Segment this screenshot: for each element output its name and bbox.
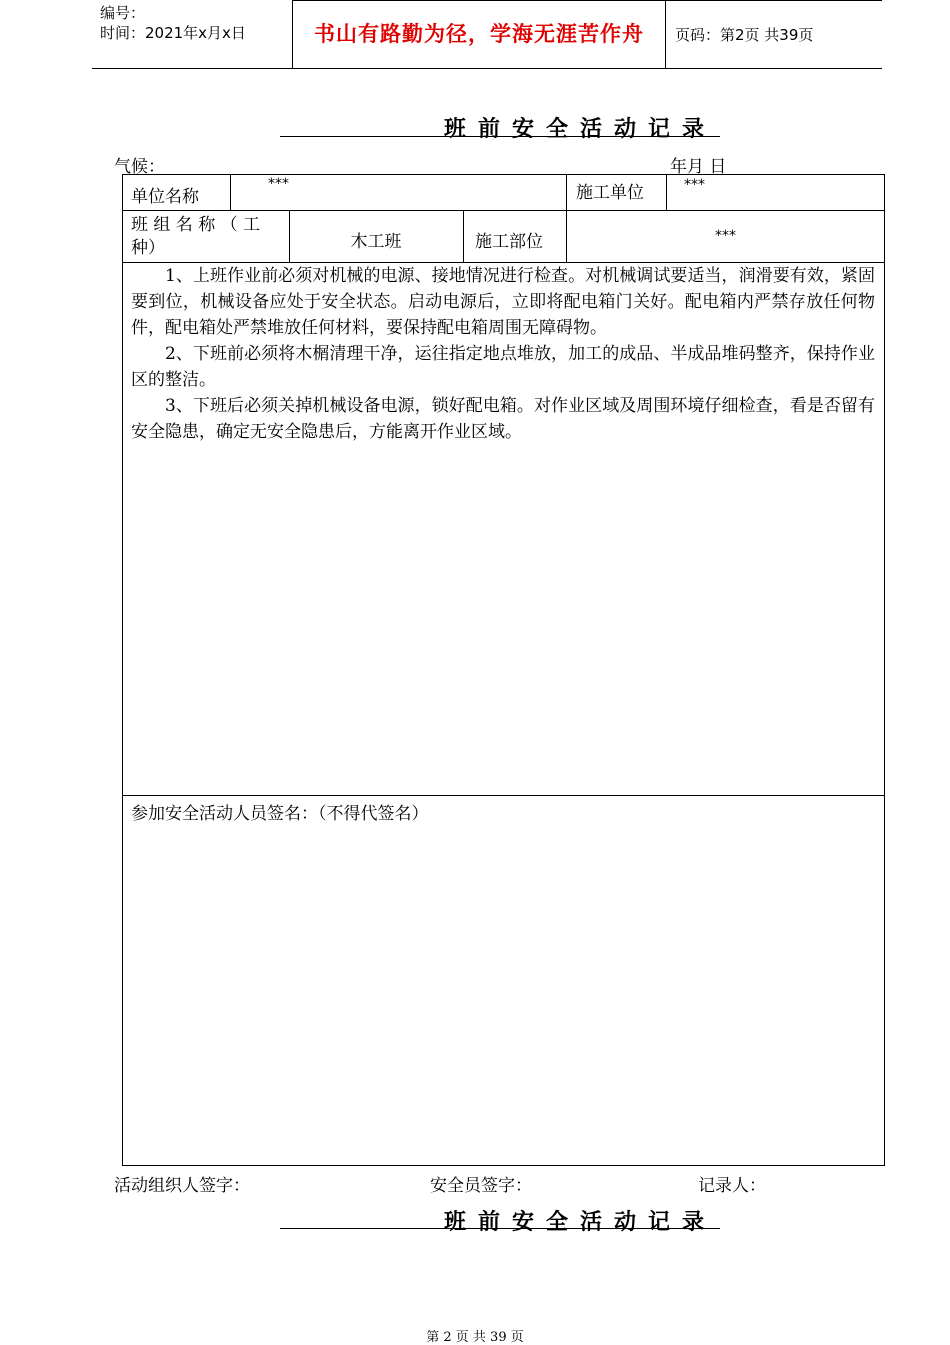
content-paragraph-2: 2、下班前必须将木榍清理干净，运往指定地点堆放，加工的成品、半成品堆码整齐，保持作业区的整洁。 [131,344,875,390]
safety-officer-signature-label: 安全员签字： [430,1176,532,1196]
team-name-value: 木工班 [350,232,402,252]
row1-divider-3 [666,174,667,210]
organizer-signature-label: 活动组织人签字： [114,1176,250,1196]
unit-name-value: *** [268,176,289,192]
row1-bottom-line [122,210,885,211]
weather-label: 气候： [114,157,165,177]
safety-content [131,263,875,445]
serial-label: 编号： [100,4,146,22]
date-label: 年月 日 [670,157,727,177]
page-title-repeat: 班前安全活动记录 [443,1209,716,1235]
header-motto: 书山有路勤为径，学海无涯苦作舟 [314,22,644,46]
header-divider-left [292,0,293,68]
content-paragraph-1: 1、上班作业前必须对机械的电源、接地情况进行检查。对机械调试要适当，润滑要有效，紧固要到位，机械设备应处于安全状态。启动电源后，立即将配电箱门关好。配电箱内严禁存放任何物件，配电箱处严禁堆放任何材料，要保持配电箱周围无障碍物。 [131,266,875,338]
row1-divider-2 [566,174,567,210]
time-label: 时间：2021年x月x日 [100,24,246,42]
footer-page-number: 第 2 页 共 39 页 [426,1330,524,1345]
header-bottom-rule [92,68,882,69]
header-top-rule [292,0,882,1]
team-name-label-line2: 种） [131,238,165,258]
page-title: 班前安全活动记录 [443,116,716,142]
team-name-label [131,214,283,260]
signature-section-label: 参加安全活动人员签名：（不得代签名） [131,804,429,824]
header-page-info: 页码：第2页 共39页 [675,26,814,44]
team-name-label-line1: 班 组 名 称 （ 工 [131,215,261,235]
row2-divider-2 [463,210,464,262]
signature-section-top-line [122,795,885,796]
construction-unit-label: 施工单位 [576,183,644,203]
construction-part-value: *** [715,228,736,244]
recorder-signature-label: 记录人： [698,1176,766,1196]
content-paragraph-3: 3、下班后必须关掉机械设备电源，锁好配电箱。对作业区域及周围环境仔细检查，看是否留有安全隐患，确定无安全隐患后，方能离开作业区域。 [131,396,875,442]
construction-unit-value: *** [684,177,705,193]
construction-part-label: 施工部位 [475,232,543,252]
header-divider-right [665,0,666,68]
unit-name-label: 单位名称 [131,187,199,207]
row1-divider-1 [230,174,231,210]
header-left [100,3,246,43]
